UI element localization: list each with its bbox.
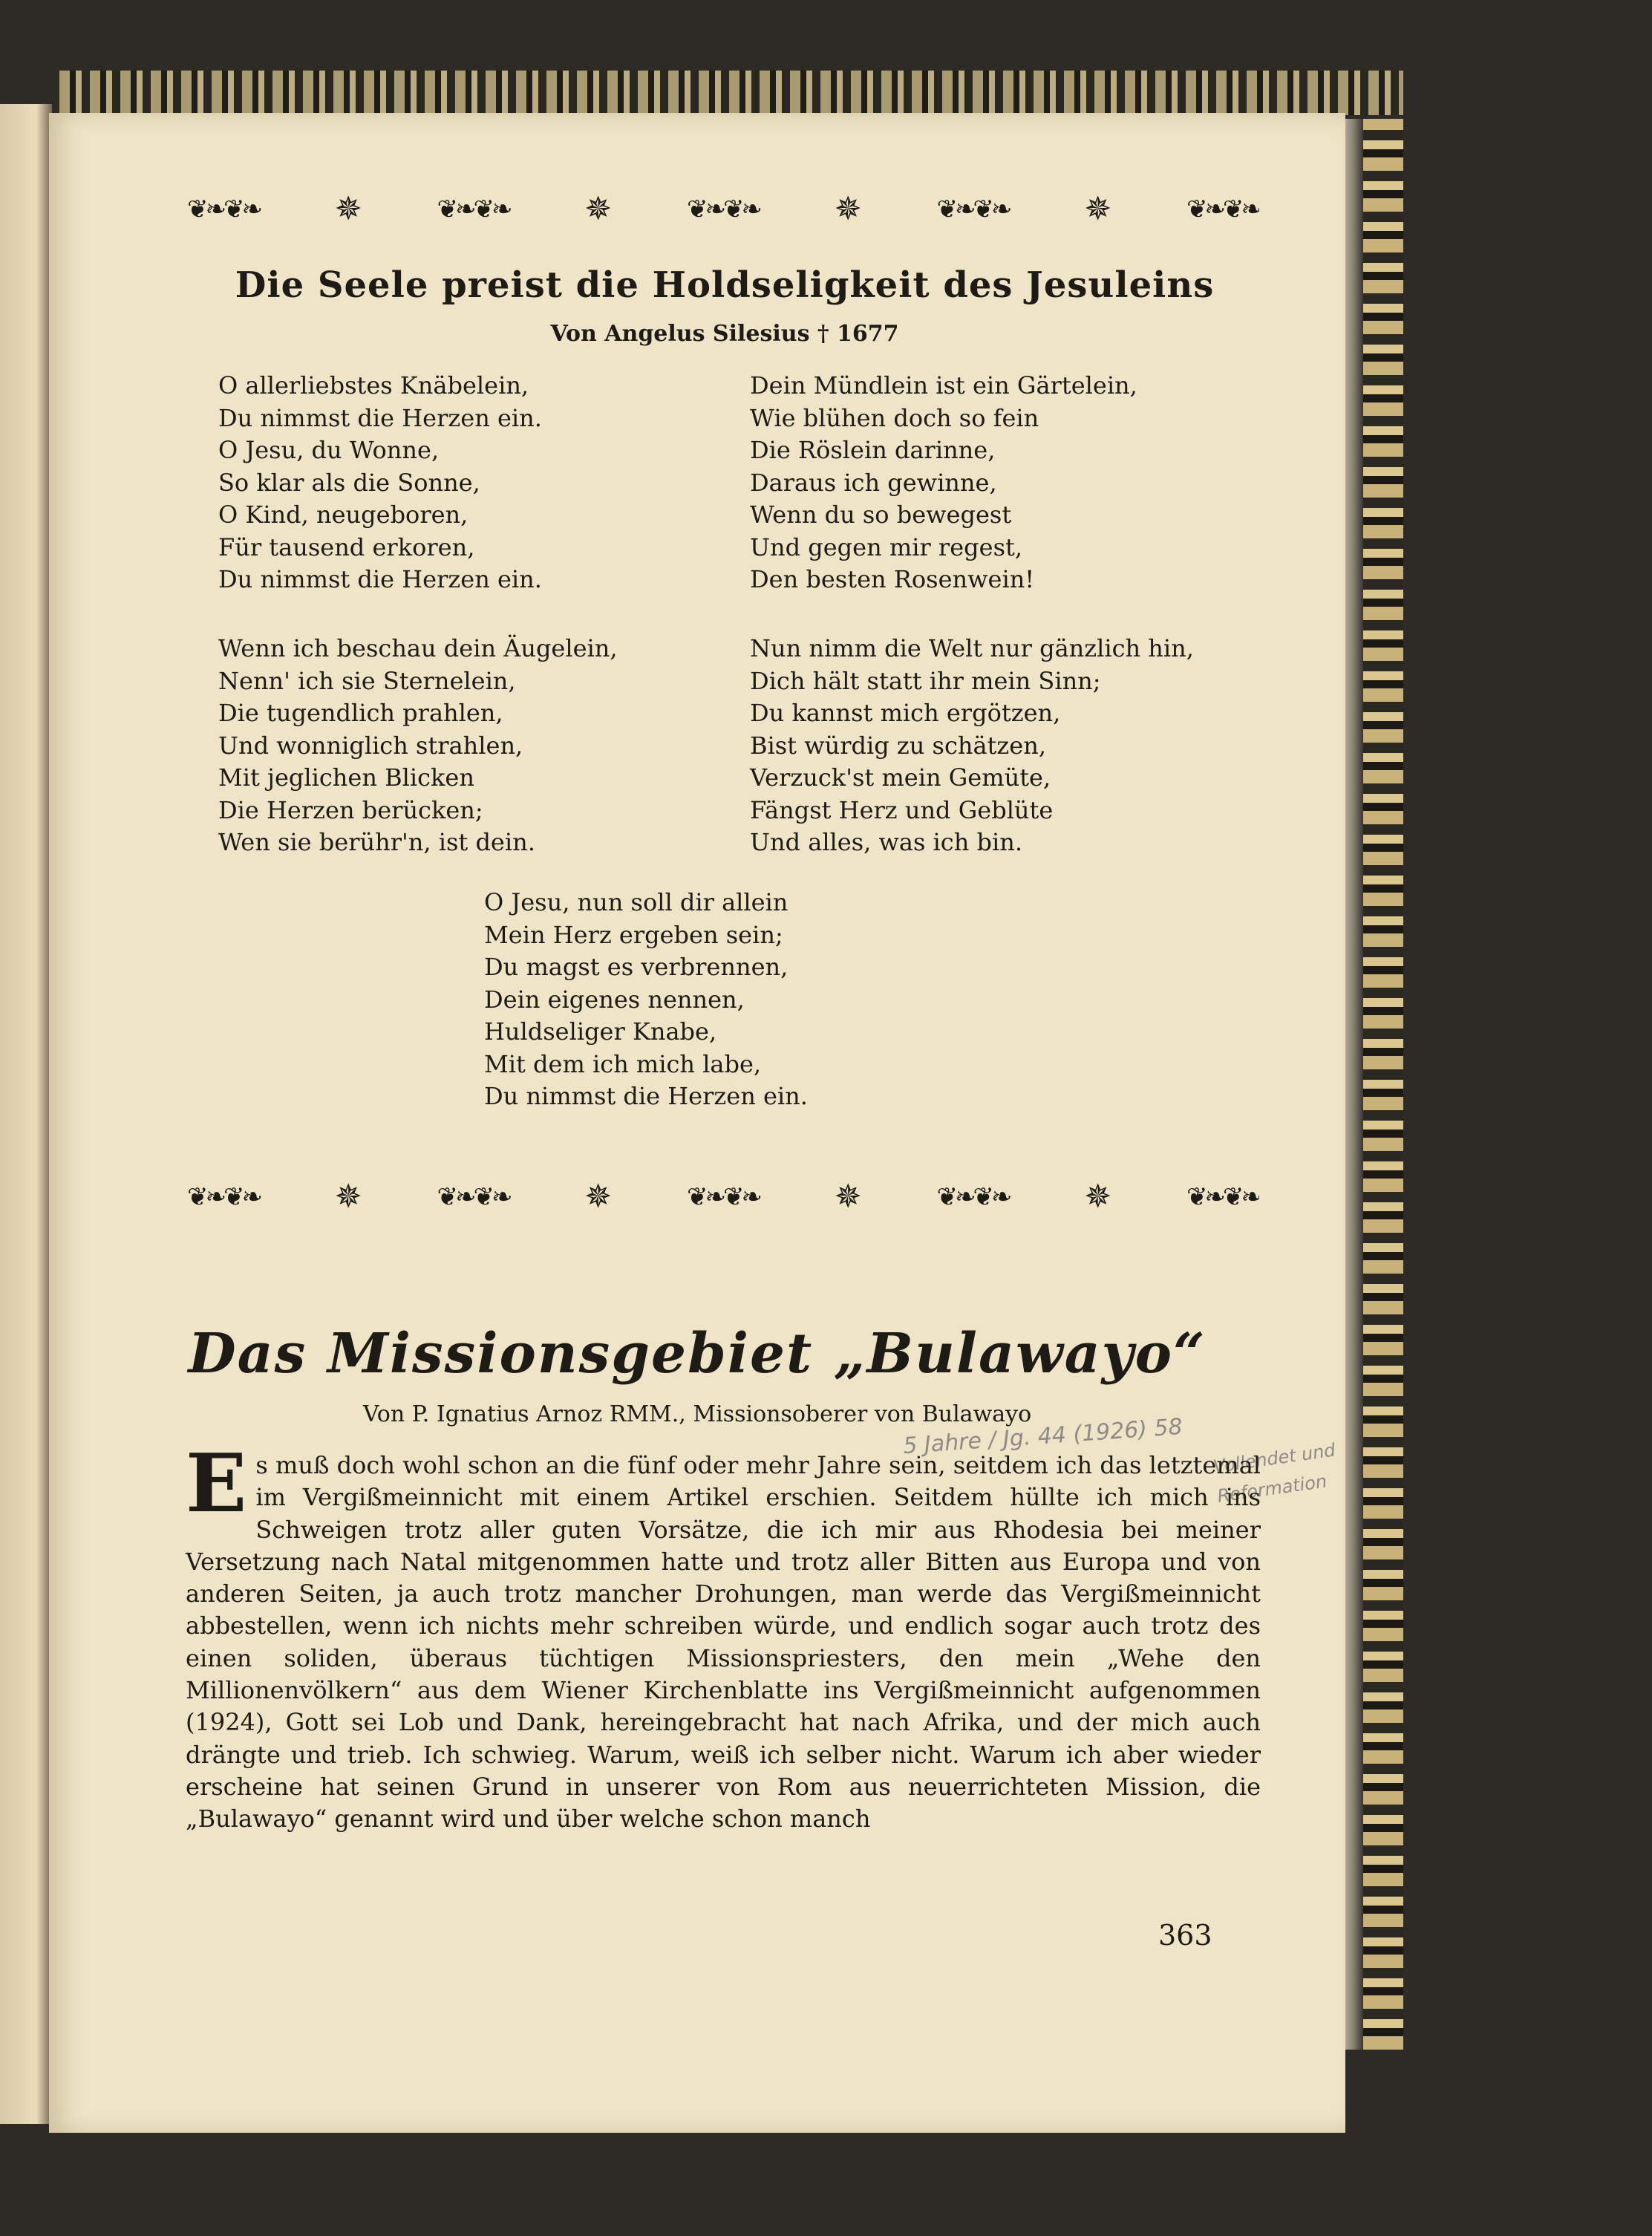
verse-line: Dein eigenes nennen,	[484, 985, 745, 1014]
verse-line: Du nimmst die Herzen ein.	[218, 403, 542, 432]
marbled-binding-top	[59, 71, 1403, 115]
verse-line: Verzuck'st mein Gemüte,	[750, 763, 1051, 792]
verse-line: Dein Mündlein ist ein Gärtelein,	[750, 371, 1137, 400]
verse-line: Den besten Rosenwein!	[750, 565, 1035, 593]
verse-line: Du nimmst die Herzen ein.	[218, 565, 542, 593]
verse-line: O Jesu, nun soll dir allein	[484, 888, 789, 916]
verse-line: Nenn' ich sie Sternelein,	[218, 666, 516, 695]
verse-line: Daraus ich gewinne,	[750, 468, 997, 497]
article-body-text: s muß doch wohl schon an die fünf oder mehr Jahre sein, seitdem ich das letztemal im Vergißmeinnicht mit einem Artikel erschien. Seitdem hüllte ich mich ins Schweigen trotz aller guten Vorsätze, die ich mir aus Rhodesia bei meiner Versetzung nach Natal mitgenommen hatte und trotz aller Bitten aus Europa und von anderen Seiten, ja auch trotz mancher Drohungen, man werde das Vergißmeinnicht abbestellen, wenn ich nichts mehr schreiben würde, und endlich sogar auch trotz des einen soliden, überaus tüchtigen Missionspriesters, den mein „Wehe den Millionenvölkern“ aus dem Wiener Kirchenblatte ins Vergißmeinnicht aufgenommen (1924), Gott sei Lob und Dank, hereingebracht hat nach Afrika, und der mich auch drängte und trieb. Ich schwieg. Warum, weiß ich selber nicht. Warum ich aber wieder erscheine hat seinen Grund in unserer von Rom aus neuerrichteten Mission, die „Bulawayo“ genannt wird und über welche schon manch	[186, 1451, 1261, 1834]
leaf-ornament: ❦❧❦❧	[437, 195, 510, 224]
verse-line: Fängst Herz und Geblüte	[750, 795, 1054, 824]
verse-line: O Jesu, du Wonne,	[218, 436, 440, 464]
stanza-1	[218, 370, 542, 596]
page-number: 363	[1158, 1919, 1212, 1952]
star-ornament: ✵	[834, 1181, 862, 1213]
drop-cap: E	[186, 1437, 247, 1531]
verse-line: So klar als die Sonne,	[218, 468, 480, 497]
stanza-2	[750, 370, 1137, 596]
verse-line: Du nimmst die Herzen ein.	[484, 1082, 808, 1110]
poem-title: Die Seele preist die Holdseligkeit des Jesuleins	[235, 264, 1215, 306]
star-ornament: ✵	[834, 193, 862, 226]
verse-line: Die tugendlich prahlen,	[218, 699, 503, 727]
verse-line: Die Röslein darinne,	[750, 436, 996, 464]
verse-line: Mit dem ich mich labe,	[484, 1049, 762, 1078]
leaf-ornament: ❦❧❦❧	[936, 195, 1010, 224]
verse-line: O Kind, neugeboren,	[218, 501, 468, 529]
verse-line: Wenn ich beschau dein Äugelein,	[218, 634, 618, 662]
star-ornament: ✵	[334, 193, 362, 226]
leaf-ornament: ❦❧❦❧	[1186, 1182, 1259, 1212]
book-page	[49, 113, 1345, 2133]
star-ornament: ✵	[1084, 1181, 1112, 1213]
star-ornament: ✵	[334, 1181, 362, 1213]
verse-line: O allerliebstes Knäbelein,	[218, 371, 529, 400]
article-body	[186, 1437, 1261, 1836]
page-content	[49, 113, 1345, 2133]
article-byline: Von P. Ignatius Arnoz RMM., Missionsoberer von Bulawayo	[362, 1401, 1032, 1427]
stanza-3	[218, 633, 618, 859]
verse-line: Bist würdig zu schätzen,	[750, 731, 1046, 760]
verse-line: Die Herzen berücken;	[218, 795, 483, 824]
verse-line: Huldseliger Knabe,	[484, 1017, 717, 1046]
leaf-ornament: ❦❧❦❧	[686, 1182, 760, 1212]
leaf-ornament: ❦❧❦❧	[437, 1182, 510, 1212]
handwritten-side-note: Vollendet und Reformation	[1212, 1439, 1337, 1507]
ornament-band-bottom	[187, 1181, 1259, 1213]
verse-line: Nun nimm die Welt nur gänzlich hin,	[750, 634, 1194, 662]
verse-line: Du kannst mich ergötzen,	[750, 699, 1061, 727]
verse-line: Du magst es verbrennen,	[484, 953, 789, 981]
verse-line: Für tausend erkoren,	[218, 532, 475, 561]
leaf-ornament: ❦❧❦❧	[187, 195, 260, 224]
poem-author: Von Angelus Silesius † 1677	[550, 321, 899, 347]
verse-line: Mein Herz ergeben sein;	[484, 920, 783, 949]
verse-line: Wie blühen doch so fein	[750, 403, 1039, 432]
facing-page-edge	[0, 104, 52, 2124]
verse-line: Wen sie berühr'n, ist dein.	[218, 828, 535, 856]
stanza-4	[750, 633, 1194, 859]
leaf-ornament: ❦❧❦❧	[187, 1182, 260, 1212]
ornament-band-top	[187, 193, 1259, 226]
verse-line: Und alles, was ich bin.	[750, 828, 1022, 856]
verse-line: Wenn du so bewegest	[750, 501, 1012, 529]
marbled-binding-right	[1359, 119, 1403, 2050]
star-ornament: ✵	[584, 1181, 613, 1213]
article-title: Das Missionsgebiet „Bulawayo“	[188, 1322, 1207, 1386]
star-ornament: ✵	[1084, 193, 1112, 226]
leaf-ornament: ❦❧❦❧	[936, 1182, 1010, 1212]
verse-line: Und gegen mir regest,	[750, 532, 1023, 561]
handwritten-margin-note: 5 Jahre / Jg. 44 (1926) 58	[902, 1413, 1184, 1460]
verse-line: Dich hält statt ihr mein Sinn;	[750, 666, 1101, 695]
stanza-5	[484, 887, 808, 1113]
verse-line: Mit jeglichen Blicken	[218, 763, 474, 792]
verse-line: Und wonniglich strahlen,	[218, 731, 523, 760]
leaf-ornament: ❦❧❦❧	[686, 195, 760, 224]
star-ornament: ✵	[584, 193, 613, 226]
leaf-ornament: ❦❧❦❧	[1186, 195, 1259, 224]
